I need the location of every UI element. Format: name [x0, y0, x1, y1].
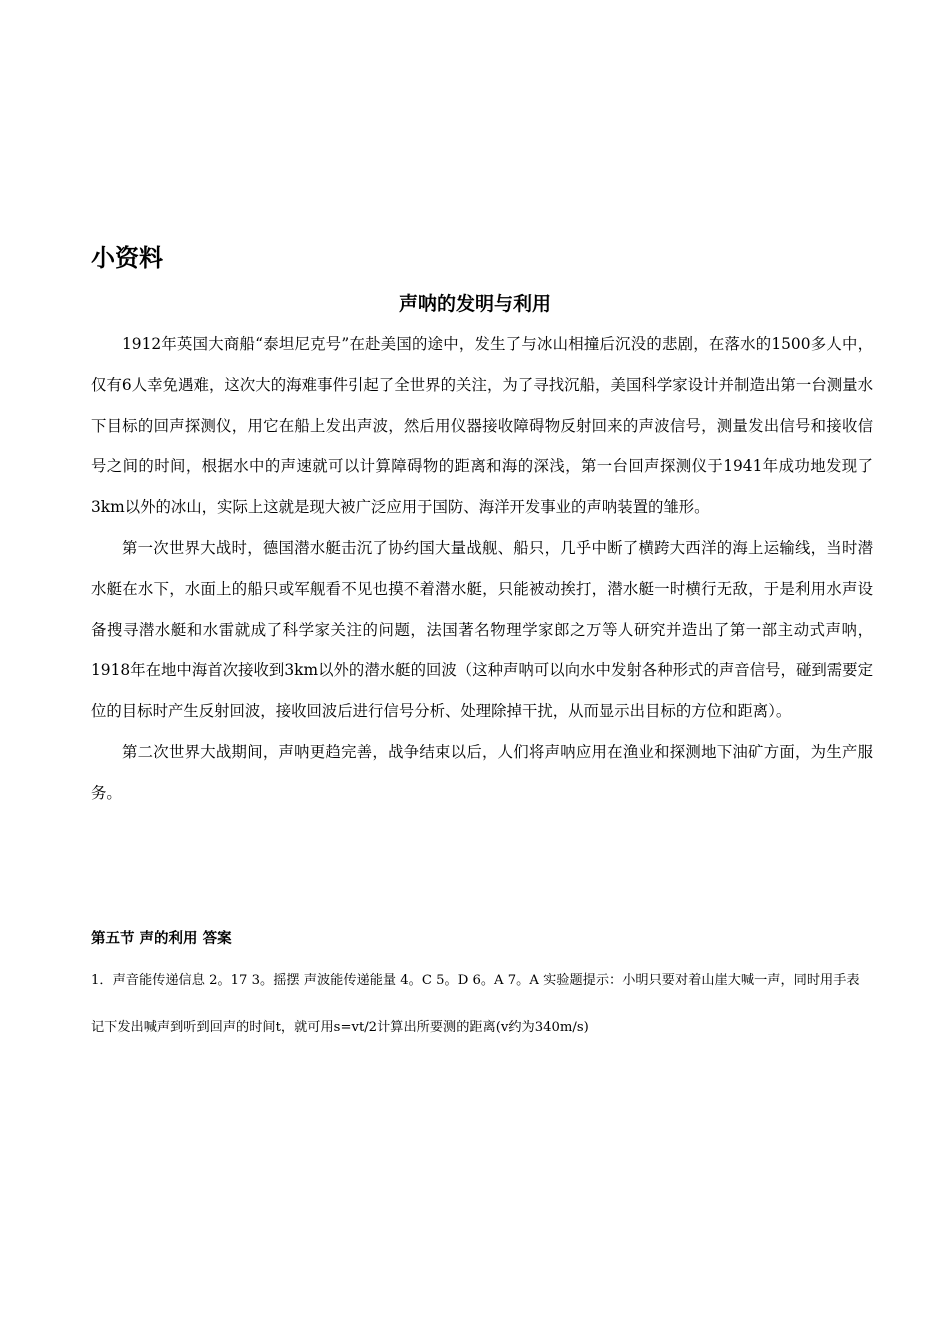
- paragraph-1: 1912年英国大商船“泰坦尼克号”在赴美国的途中，发生了与冰山相撞后沉没的悲剧，在落水的1500多人中，仅有6人幸免遇难，这次大的海难事件引起了全世界的关注，为了寻找沉船，美国科学家设计并制造出第一台测量水下目标的回声探测仪，用它在船上发出声波，然后用仪器接收障碍物反射回来的声波信号，测量发出信号和接收信号之间的时间，根据水中的声速就可以计算障碍物的距离和海的深浅，第一台回声探测仪于1941年成功地发现了3km以外的冰山，实际上这就是现大被广泛应用于国防、海洋开发事业的声呐装置的雏形。: [91, 335, 873, 517]
- article-title: 声呐的发明与利用: [398, 293, 551, 315]
- paragraph-3: 第二次世界大战期间，声呐更趋完善，战争结束以后，人们将声呐应用在渔业和探测地下油矿方面，为生产服务。: [91, 742, 873, 802]
- paragraph-2: 第一次世界大战时，德国潜水艇击沉了协约国大量战舰、船只，几乎中断了横跨大西洋的海上运输线，当时潜水艇在水下，水面上的船只或军舰看不见也摸不着潜水艇，只能被动挨打，潜水艇一时横行无敌，于是利用水声设备搜寻潜水艇和水雷就成了科学家关注的问题，法国著名物理学家郎之万等人研究并造出了第一部主动式声呐，1918年在地中海首次接收到3km以外的潜水艇的回波（这种声呐可以向水中发射各种形式的声音信号，碰到需要定位的目标时产生反射回波，接收回波后进行信号分析、处理除掉干扰，从而显示出目标的方位和距离）。: [91, 538, 873, 721]
- answers-heading: 第五节 声的利用 答案: [91, 931, 232, 947]
- article-body: [91, 324, 873, 814]
- answers-text: 1．声音能传递信息 2。17 3。摇摆 声波能传递能量 4。C 5。D 6。A 7。A 实验题提示：小明只要对着山崖大喊一声，同时用手表记下发出喊声到听到回声的时间t，就可用s=vt/2计算出所要测的距离(v约为340m/s): [91, 973, 860, 1035]
- section-heading: 小资料: [91, 244, 163, 272]
